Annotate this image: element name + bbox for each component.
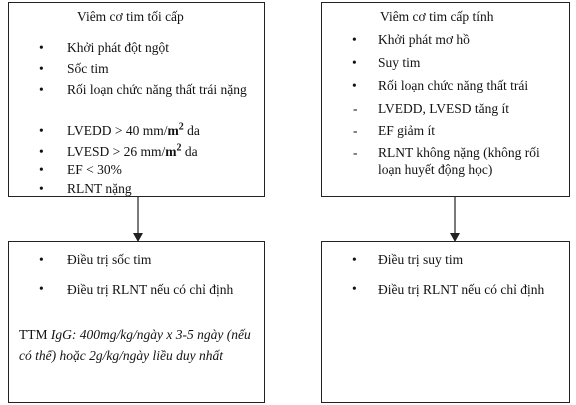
acute-arrow-head: [133, 233, 143, 242]
list-item: Điều trị RLNT nếu có chỉ định: [67, 282, 234, 297]
list-item: Rối loạn chức năng thất trái nặng: [67, 82, 247, 97]
bullet-marker: •: [352, 252, 357, 267]
bullet-marker: •: [39, 40, 44, 55]
subacute-arrow-head: [450, 233, 460, 242]
list-item: LVEDD, LVESD tăng ít: [378, 101, 510, 116]
bullet-marker: •: [352, 32, 357, 47]
list-item: RLNT không nặng (không rối loạn huyết động học): [378, 145, 540, 177]
list-item: Khởi phát đột ngột: [67, 40, 170, 55]
bullet-marker: •: [39, 281, 44, 296]
list-item: Điều trị sốc tim: [67, 252, 152, 267]
bullet-marker: •: [39, 181, 44, 196]
list-item: EF < 30%: [67, 162, 122, 177]
bullet-marker: •: [352, 281, 357, 296]
list-item: Khởi phát mơ hồ: [378, 32, 470, 47]
list-item: Sốc tim: [67, 61, 109, 76]
bullet-marker: •: [39, 252, 44, 267]
subacute-myocarditis-title: Viêm cơ tim cấp tính: [380, 9, 494, 24]
bullet-marker: •: [39, 162, 44, 177]
bullet-marker: •: [352, 78, 357, 93]
acute-myocarditis-title: Viêm cơ tim tối cấp: [77, 9, 184, 24]
bullet-marker: •: [352, 55, 357, 70]
list-item: LVESD > 26 $mm/m^2$ da: [67, 142, 198, 159]
dash-marker: -: [353, 145, 358, 160]
dash-marker: -: [353, 101, 358, 116]
list-item: RLNT nặng: [67, 181, 132, 196]
list-item: Rối loạn chức năng thất trái: [378, 78, 529, 93]
bullet-marker: •: [39, 144, 44, 159]
ivig-dosage-note: TTM IgG: 400mg/kg/ngày x 3-5 ngày (nếu có thể) hoặc 2g/kg/ngày liều duy nhất: [19, 327, 251, 363]
list-item: Suy tim: [378, 55, 421, 70]
list-item: LVEDD > 40 $mm/m^2$ da: [67, 121, 200, 138]
bullet-marker: •: [39, 82, 44, 97]
bullet-marker: •: [39, 123, 44, 138]
dash-marker: -: [353, 123, 358, 138]
list-item: EF giảm ít: [378, 123, 435, 138]
list-item: Điều trị RLNT nếu có chỉ định: [378, 282, 545, 297]
list-item: Điều trị suy tim: [378, 252, 464, 267]
bullet-marker: •: [39, 61, 44, 76]
